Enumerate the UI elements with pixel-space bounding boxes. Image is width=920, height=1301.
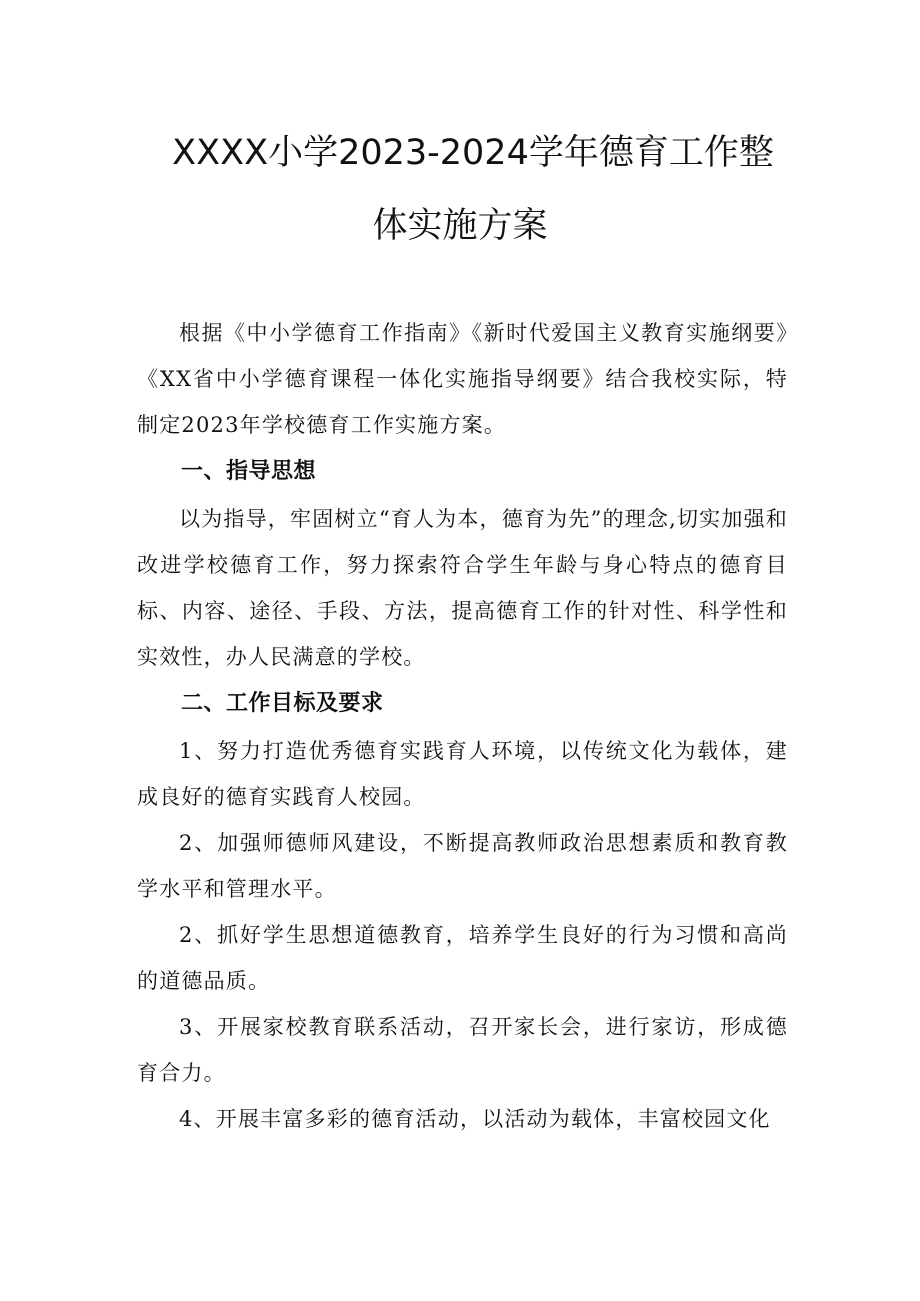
document-title-line-1: XXXX小学2023-2024学年德育工作整	[172, 133, 774, 173]
section-heading-guiding-thought: 一、指导思想	[181, 459, 317, 484]
document-body	[137, 310, 788, 1142]
goal-item: 1、努力打造优秀德育实践育人环境，以传统文化为载体，建成良好的德育实践育人校园。	[137, 739, 788, 809]
goal-item: 2、抓好学生思想道德教育，培养学生良好的行为习惯和高尚的道德品质。	[137, 923, 788, 993]
goal-item: 3、开展家校教育联系活动，召开家长会，进行家访，形成德育合力。	[137, 1015, 788, 1085]
document-title-line-2: 体实施方案	[372, 206, 548, 246]
goal-item: 2、加强师德师风建设，不断提高教师政治思想素质和教育教学水平和管理水平。	[137, 831, 788, 901]
goal-item: 4、开展丰富多彩的德育活动，以活动为载体，丰富校园文化	[179, 1107, 771, 1131]
section-heading-goals: 二、工作目标及要求	[181, 691, 384, 716]
guiding-thought-paragraph: 以为指导，牢固树立“育人为本，德育为先”的理念,切实加强和改进学校德育工作，努力探索符合学生年龄与身心特点的德育目标、内容、途径、手段、方法，提高德育工作的针对性、科学性和实效性，办人民满意的学校。	[137, 507, 788, 669]
intro-paragraph: 根据《中小学德育工作指南》《新时代爱国主义教育实施纲要》《XX省中小学德育课程一体化实施指导纲要》结合我校实际，特制定2023年学校德育工作实施方案。	[137, 321, 788, 437]
